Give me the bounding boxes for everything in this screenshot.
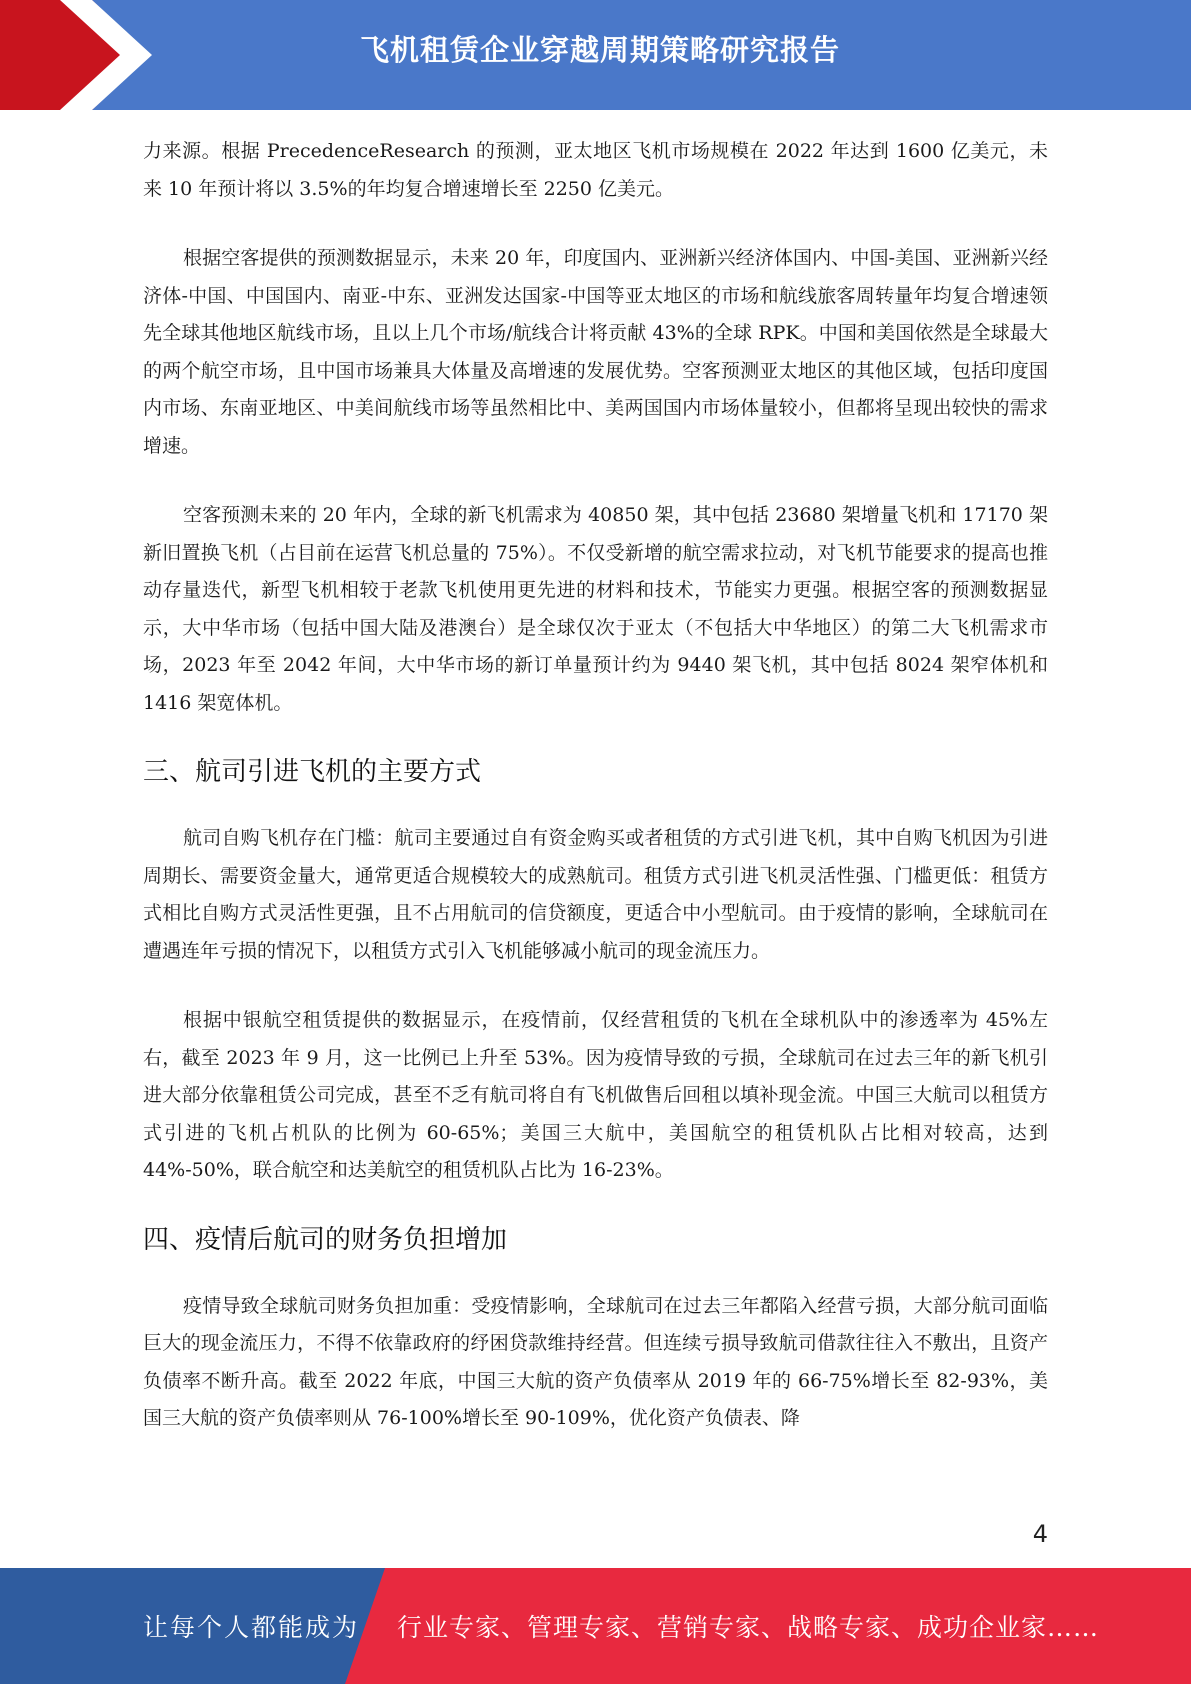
- paragraph-3: 空客预测未来的 20 年内，全球的新飞机需求为 40850 架，其中包括 23680 架增量飞机和 17170 架新旧置换飞机（占目前在运营飞机总量的 75%）。不仅受新增的航空需求拉动，对飞机节能要求的提高也推动存量迭代，新型飞机相较于老款飞机使用更先进的材料和技术，节能实力更强。根据空客的预测数据显示，大中华市场（包括中国大陆及港澳台）是全球仅次于亚太（不包括大中华地区）的第二大飞机需求市场，2023 年至 2042 年间，大中华市场的新订单量预计约为 9440 架飞机，其中包括 8024 架窄体机和 1416 架宽体机。: [143, 504, 1048, 714]
- paragraph-5: 根据中银航空租赁提供的数据显示，在疫情前，仅经营租赁的飞机在全球机队中的渗透率为 45%左右，截至 2023 年 9 月，这一比例已上升至 53%。因为疫情导致的亏损，全球航司在过去三年的新飞机引进大部分依靠租赁公司完成，甚至不乏有航司将自有飞机做售后回租以填补现金流。中国三大航司以租赁方式引进的飞机占机队的比例为 60-65%；美国三大航中，美国航空的租赁机队占比相对较高，达到 44%-50%，联合航空和达美航空的租赁机队占比为 16-23%。: [143, 1009, 1048, 1181]
- section-heading-4: 四、疫情后航司的财务负担增加: [143, 1224, 508, 1255]
- page-number: 4: [1032, 1520, 1048, 1548]
- page-footer: [0, 1568, 1191, 1684]
- paragraph-6: 疫情导致全球航司财务负担加重：受疫情影响，全球航司在过去三年都陷入经营亏损，大部分航司面临巨大的现金流压力，不得不依靠政府的纾困贷款维持经营。但连续亏损导致航司借款往往入不敷出，且资产负债率不断升高。截至 2022 年底，中国三大航的资产负债率从 2019 年的 66-75%增长至 82-93%，美国三大航的资产负债率则从 76-100%增长至 90-109%，优化资产负债表、降: [143, 1294, 1048, 1429]
- report-title: 飞机租赁企业穿越周期策略研究报告: [359, 33, 840, 67]
- document-body: [143, 133, 1048, 1470]
- footer-slogan-right: 行业专家、管理专家、营销专家、战略专家、成功企业家……: [397, 1613, 1100, 1642]
- section-heading-3: 三、航司引进飞机的主要方式: [143, 757, 482, 787]
- page-header: [0, 0, 1191, 110]
- footer-slogan-left: 让每个人都能成为: [143, 1613, 360, 1642]
- paragraph-1: 力来源。根据 PrecedenceResearch 的预测，亚太地区飞机市场规模在 2022 年达到 1600 亿美元，未来 10 年预计将以 3.5%的年均复合增速增长至 2250 亿美元。: [143, 140, 1048, 200]
- paragraph-2: 根据空客提供的预测数据显示，未来 20 年，印度国内、亚洲新兴经济体国内、中国-美国、亚洲新兴经济体-中国、中国国内、南亚-中东、亚洲发达国家-中国等亚太地区的市场和航线旅客周转量年均复合增速领先全球其他地区航线市场，且以上几个市场/航线合计将贡献 43%的全球 RPK。中国和美国依然是全球最大的两个航空市场，且中国市场兼具大体量及高增速的发展优势。空客预测亚太地区的其他区域，包括印度国内市场、东南亚地区、中美间航线市场等虽然相比中、美两国国内市场体量较小，但都将呈现出较快的需求增速。: [143, 247, 1048, 457]
- paragraph-4: 航司自购飞机存在门槛：航司主要通过自有资金购买或者租赁的方式引进飞机，其中自购飞机因为引进周期长、需要资金量大，通常更适合规模较大的成熟航司。租赁方式引进飞机灵活性强、门槛更低：租赁方式相比自购方式灵活性更强，且不占用航司的信贷额度，更适合中小型航司。由于疫情的影响，全球航司在遭遇连年亏损的情况下，以租赁方式引入飞机能够减小航司的现金流压力。: [143, 827, 1048, 962]
